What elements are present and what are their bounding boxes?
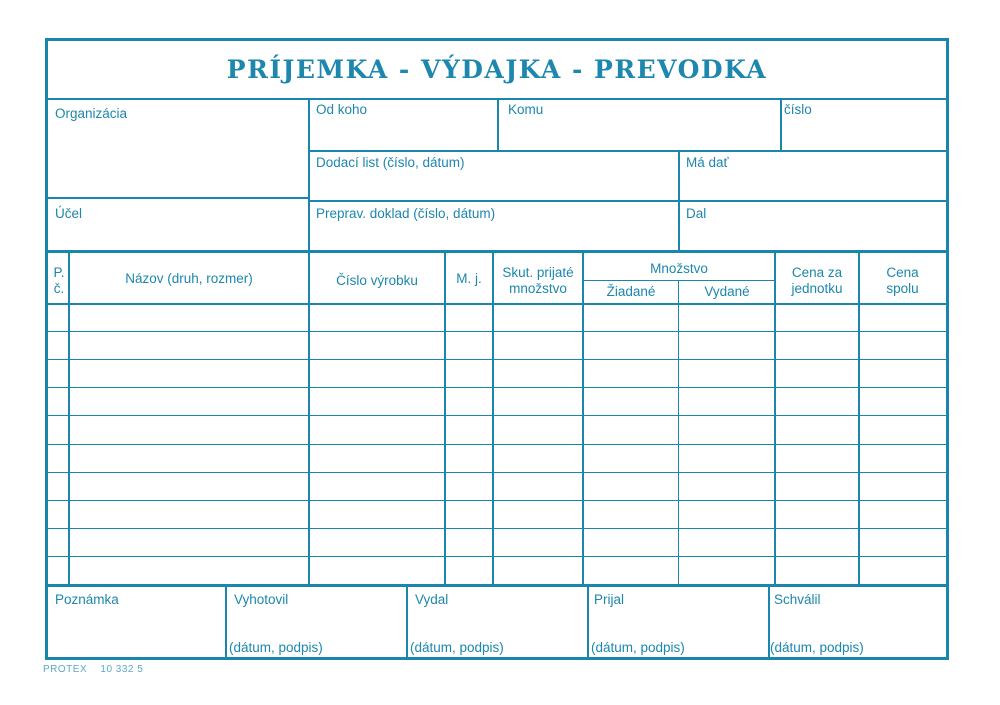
prijal-field[interactable] <box>590 611 766 637</box>
divider <box>48 250 946 253</box>
table-row[interactable] <box>48 558 946 584</box>
col-cena-za-line2: jednotku <box>791 281 843 296</box>
col-cena-za-line1: Cena za <box>791 265 843 280</box>
organizacia-field[interactable] <box>50 123 306 195</box>
label-vydal: Vydal <box>415 592 449 607</box>
table-row-divider <box>48 500 946 501</box>
table-row[interactable] <box>48 446 946 472</box>
col-ziadane-header: Žiadané <box>606 284 656 299</box>
divider <box>48 197 310 199</box>
divider <box>780 98 782 150</box>
table-row[interactable] <box>48 474 946 500</box>
col-cena-spolu-line1: Cena <box>886 265 919 280</box>
vyhotovil-datum-podpis: (dátum, podpis) <box>229 640 323 655</box>
vydal-datum-podpis: (dátum, podpis) <box>410 640 504 655</box>
table-row[interactable] <box>48 389 946 415</box>
ma-dat-field[interactable] <box>681 173 944 199</box>
col-cena-spolu-line2: spolu <box>886 281 919 296</box>
table-row-divider <box>48 331 946 332</box>
table-row-divider <box>48 415 946 416</box>
col-skut-line2: množstvo <box>509 281 567 296</box>
table-row[interactable] <box>48 530 946 556</box>
komu-field[interactable] <box>500 119 778 149</box>
col-pc-line1: P. <box>53 265 65 280</box>
table-row[interactable] <box>48 305 946 331</box>
label-prijal: Prijal <box>594 592 625 607</box>
label-organizacia: Organizácia <box>55 106 128 121</box>
col-skut-line1: Skut. prijaté <box>502 265 574 280</box>
footer-publisher: PROTEX <box>43 664 88 675</box>
table-row[interactable] <box>48 361 946 387</box>
divider <box>308 200 946 202</box>
table-row-divider <box>48 556 946 557</box>
divider <box>587 587 589 660</box>
form-title: PRÍJEMKA - VÝDAJKA - PREVODKA <box>226 55 768 84</box>
form-footer <box>43 664 143 675</box>
divider <box>406 587 408 660</box>
divider <box>48 584 946 587</box>
schvalil-field[interactable] <box>771 611 944 637</box>
form <box>45 38 949 660</box>
table-row-divider <box>48 472 946 473</box>
table-row[interactable] <box>48 502 946 528</box>
label-dodaci-list: Dodací list (číslo, dátum) <box>316 155 465 170</box>
table-row-divider <box>48 359 946 360</box>
col-pc-header <box>52 265 66 297</box>
vydal-field[interactable] <box>409 611 585 637</box>
label-ma-dat: Má dať <box>686 155 729 170</box>
divider <box>678 152 680 250</box>
schvalil-datum-podpis: (dátum, podpis) <box>770 640 864 655</box>
col-cena-za-header <box>776 265 858 297</box>
label-komu: Komu <box>508 102 544 117</box>
table-row-divider <box>48 387 946 388</box>
divider <box>497 98 499 150</box>
divider <box>225 587 227 660</box>
divider <box>678 281 679 303</box>
divider <box>308 150 946 152</box>
label-poznamka: Poznámka <box>55 592 119 607</box>
col-vydane-header: Vydané <box>704 284 750 299</box>
dodaci-list-field[interactable] <box>311 173 676 199</box>
col-skut-header <box>494 265 582 297</box>
table-row[interactable] <box>48 417 946 443</box>
table-row[interactable] <box>48 333 946 359</box>
label-dal: Dal <box>686 206 707 221</box>
divider <box>308 98 310 250</box>
label-cislo: číslo <box>784 102 812 117</box>
vyhotovil-field[interactable] <box>228 611 404 637</box>
label-od-koho: Od koho <box>316 102 368 117</box>
label-preprav-doklad: Preprav. doklad (číslo, dátum) <box>316 206 496 221</box>
divider <box>584 280 774 281</box>
col-pc-line2: č. <box>53 281 65 296</box>
cislo-field[interactable] <box>783 119 943 149</box>
label-ucel: Účel <box>55 206 83 221</box>
poznamka-field[interactable] <box>50 611 223 657</box>
col-mj-header: M. j. <box>456 271 482 286</box>
dal-field[interactable] <box>681 223 944 249</box>
od-koho-field[interactable] <box>311 119 495 149</box>
label-vyhotovil: Vyhotovil <box>234 592 289 607</box>
table-row-divider <box>48 528 946 529</box>
col-mnozstvo-header: Množstvo <box>650 261 708 276</box>
prijal-datum-podpis: (dátum, podpis) <box>591 640 685 655</box>
col-cena-spolu-header <box>861 265 944 297</box>
table-row-divider <box>48 444 946 445</box>
preprav-doklad-field[interactable] <box>311 223 676 249</box>
label-schvalil: Schválil <box>774 592 821 607</box>
col-nazov-header: Názov (druh, rozmer) <box>125 271 253 286</box>
footer-code: 10 332 5 <box>100 664 144 675</box>
col-cislo-vyrobku-header: Číslo výrobku <box>336 273 418 288</box>
ucel-field[interactable] <box>50 223 306 249</box>
